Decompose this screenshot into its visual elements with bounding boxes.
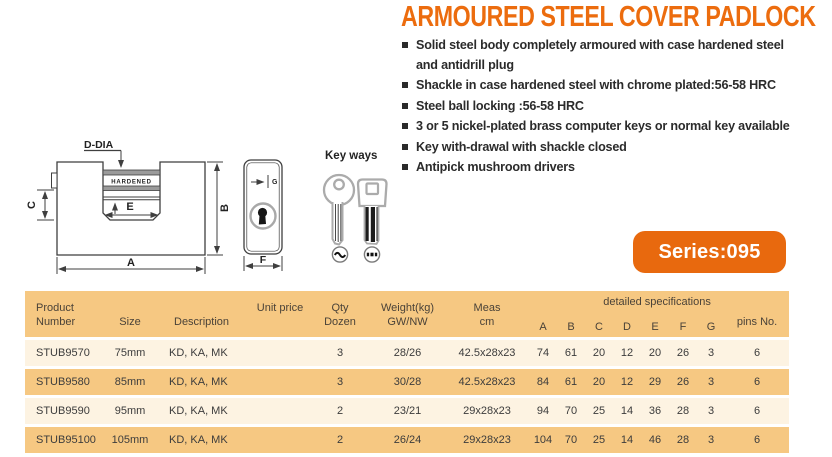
cell-product-number: STUB9590 [25,395,100,424]
cell-weight: 30/28 [370,366,445,395]
cell-product-number: STUB9570 [25,337,100,366]
dim-label-c: C [26,201,38,209]
cell-a: 74 [529,337,557,366]
cell-description: KD, KA, MK [160,366,250,395]
cell-f: 28 [669,424,697,453]
cell-qty: 3 [310,337,370,366]
cell-qty: 2 [310,424,370,453]
cell-pins: 6 [725,366,789,395]
cell-qty: 2 [310,395,370,424]
cell-product-number: STUB9580 [25,366,100,395]
cell-product-number: STUB95100 [25,424,100,453]
cell-b: 61 [557,366,585,395]
cell-weight: 23/21 [370,395,445,424]
feature-text: and antidrill plug [416,57,514,72]
cell-size: 75mm [100,337,160,366]
column-header-pins: pins No. [725,291,789,337]
cell-c: 25 [585,424,613,453]
feature-item [402,36,830,75]
cell-b: 61 [557,337,585,366]
cell-unit-price [250,424,310,453]
padlock-side-view [244,160,282,271]
cell-pins: 6 [725,337,789,366]
column-header-f: F [669,315,697,337]
feature-item [402,138,830,158]
cell-description: KD, KA, MK [160,424,250,453]
key-ways-label: Key ways [325,150,378,162]
cell-d: 14 [613,395,641,424]
dim-label-g: G [272,179,278,186]
cell-f: 26 [669,337,697,366]
cell-c: 25 [585,395,613,424]
cell-unit-price [250,337,310,366]
dim-label-f: F [259,254,267,266]
series-badge: Series:095 [633,231,786,273]
cell-pins: 6 [725,395,789,424]
features-list [402,36,830,179]
cell-d: 14 [613,424,641,453]
cell-description: KD, KA, MK [160,395,250,424]
table-row [25,395,789,424]
cell-meas: 29x28x23 [445,395,529,424]
page-title: ARMOURED STEEL COVER PADLOCK [401,1,816,33]
padlock-technical-diagram [25,128,415,290]
feature-text: Shackle in case hardened steel with chrome plated:56-58 HRC [416,78,776,92]
feature-text: 3 or 5 nickel-plated brass computer keys or normal key available [416,119,790,133]
column-header-e: E [641,315,669,337]
cell-d: 12 [613,366,641,395]
feature-text: Steel ball locking :56-58 HRC [416,98,584,113]
cell-meas: 29x28x23 [445,424,529,453]
feature-text: Antipick mushroom drivers [416,160,575,174]
column-header-description: Description [160,291,250,337]
table-row [25,424,789,453]
cell-d: 12 [613,337,641,366]
cell-meas: 42.5x28x23 [445,366,529,395]
cell-c: 20 [585,366,613,395]
dim-label-b: B [219,204,231,212]
bullet-icon [402,42,408,48]
feature-item [402,117,830,137]
cell-weight: 26/24 [370,424,445,453]
cell-a: 84 [529,366,557,395]
cell-description: KD, KA, MK [160,337,250,366]
bullet-icon [402,103,408,109]
cell-b: 70 [557,395,585,424]
cell-e: 46 [641,424,669,453]
key-profile-2 [364,247,379,262]
column-header-detailed-specs: detailed specifications [529,291,725,315]
column-header-product: Product Number [25,291,100,337]
key-ways [324,150,387,262]
cell-pins: 6 [725,424,789,453]
cell-size: 95mm [100,395,160,424]
cell-g: 3 [697,366,725,395]
key-round-head [324,175,354,245]
feature-item [402,97,830,117]
d-dia-label: D-DIA [84,139,114,151]
column-header-b: B [557,315,585,337]
dim-label-a: A [127,257,135,269]
key-profile-1 [332,247,347,262]
cell-e: 36 [641,395,669,424]
cell-f: 26 [669,366,697,395]
cell-g: 3 [697,424,725,453]
cell-meas: 42.5x28x23 [445,337,529,366]
column-header-qty: Qty Dozen [310,291,370,337]
column-header-d: D [613,315,641,337]
table-row [25,337,789,366]
padlock-front-view [26,139,231,274]
column-header-g: G [697,315,725,337]
cell-size: 105mm [100,424,160,453]
hardened-label: HARDENED [111,179,152,186]
table-row [25,366,789,395]
key-square-head [358,180,387,245]
cell-g: 3 [697,395,725,424]
cell-e: 20 [641,337,669,366]
column-header-meas: Meas cm [445,291,529,337]
column-header-c: C [585,315,613,337]
cell-g: 3 [697,337,725,366]
column-header-weight: Weight(kg) GW/NW [370,291,445,337]
cell-a: 104 [529,424,557,453]
bullet-icon [402,82,408,88]
cell-size: 85mm [100,366,160,395]
cell-e: 29 [641,366,669,395]
cell-b: 70 [557,424,585,453]
cell-c: 20 [585,337,613,366]
cell-qty: 3 [310,366,370,395]
cell-unit-price [250,366,310,395]
column-header-a: A [529,315,557,337]
specification-table [25,291,789,453]
cell-unit-price [250,395,310,424]
feature-item [402,158,830,178]
feature-text: Solid steel body completely armoured with case hardened steel [416,38,784,52]
column-header-size: Size [100,291,160,337]
dim-label-e: E [126,201,134,213]
feature-item [402,76,830,96]
cell-weight: 28/26 [370,337,445,366]
cell-f: 28 [669,395,697,424]
cell-a: 94 [529,395,557,424]
feature-text: Key with-drawal with shackle closed [416,139,627,154]
column-header-unit-price: Unit price [250,291,310,337]
